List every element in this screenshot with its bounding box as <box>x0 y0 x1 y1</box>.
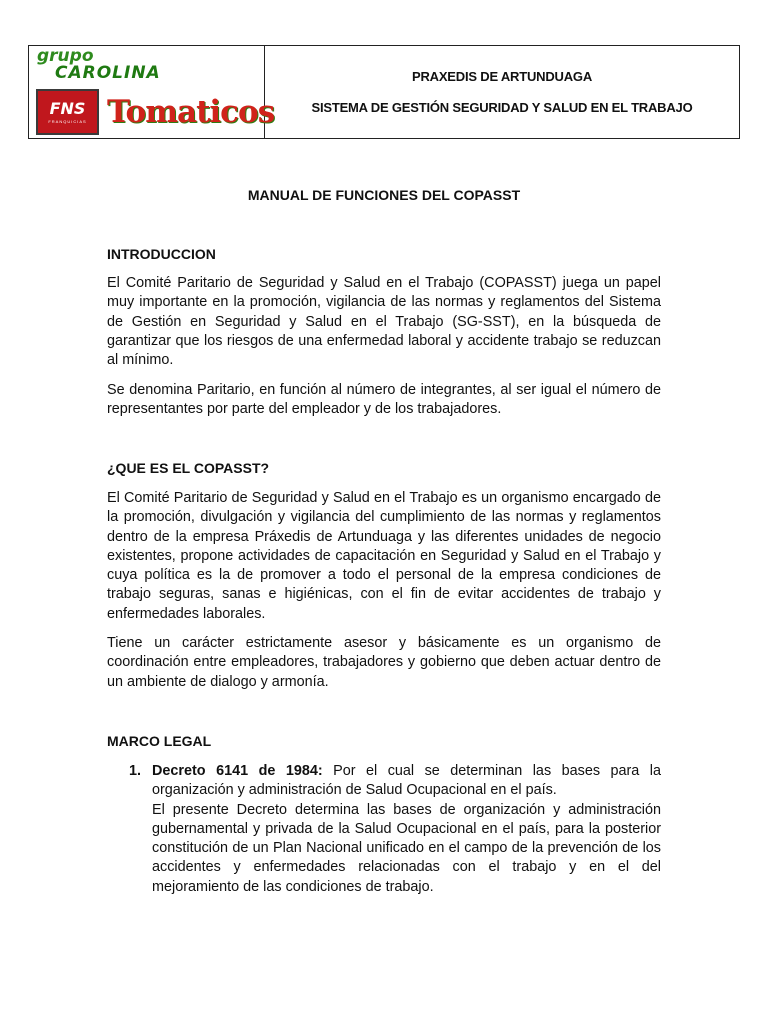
logo-grupo-text: grupo <box>37 46 94 66</box>
system-name: SISTEMA DE GESTIÓN SEGURIDAD Y SALUD EN EL TRABAJO <box>311 100 693 115</box>
list-item-number: 1. <box>129 763 142 779</box>
section-heading-introduccion: INTRODUCCION <box>107 246 216 262</box>
logo-carolina-text: CAROLINA <box>55 63 161 83</box>
tomaticos-logo: Tomaticos <box>107 94 275 130</box>
list-item-body <box>152 762 661 897</box>
decree-title: Decreto 6141 de 1984: <box>152 763 323 779</box>
company-logos <box>29 46 275 138</box>
fns-logo-subtext: FRANQUICIAS <box>48 118 87 124</box>
fns-logo-text: FNS <box>49 98 86 118</box>
decree-detail: El presente Decreto determina las bases de organización y administración gubernamental y privada de la Salud Ocupacional en el país, para la posterior constitución de un Plan Nacional unificado en el campo de la prevención de los accidentes y enfermedades relacionadas con el trabajo y en el del mejoramiento de las condiciones de trabajo. <box>152 801 661 895</box>
paragraph: Se denomina Paritario, en función al número de integrantes, al ser igual el número de representantes por parte del empleador y de los trabajadores. <box>107 382 661 418</box>
paragraph: El Comité Paritario de Seguridad y Salud en el Trabajo es un organismo encargado de la promoción, divulgación y vigilancia del cumplimiento de las normas y reglamentos dentro de la empresa Práxedis de Artunduaga y las diferentes unidades de negocio existentes, propone actividades de capacitación en Seguridad y Salud en el Trabajo y cuya política es la de promover a todo el personal de la empresa condiciones de trabajo seguras, sanas e higiénicas, con el fin de evitar accidentes de trabajo y enfermedades laborales. <box>107 490 661 622</box>
document-header <box>28 45 740 139</box>
header-titles <box>265 46 739 138</box>
decree-summary: Por el cual se determinan las bases para la organización y administración de Salud Ocupacional en el país. <box>152 763 661 799</box>
section-heading-marco-legal: MARCO LEGAL <box>107 733 212 749</box>
fns-logo <box>36 89 99 135</box>
document-title: MANUAL DE FUNCIONES DEL COPASST <box>247 187 521 203</box>
paragraph: Tiene un carácter estrictamente asesor y básicamente es un organismo de coordinación entre empleadores, trabajadores y gobierno que deben actuar dentro de un ambiente de dialogo y armonía. <box>107 635 661 690</box>
section-heading-que-es: ¿QUE ES EL COPASST? <box>107 460 270 476</box>
paragraph: El Comité Paritario de Seguridad y Salud en el Trabajo (COPASST) juega un papel muy importante en la promoción, vigilancia de las normas y reglamentos del Sistema de Gestión en Seguridad y Salud en el Trabajo (SG-SST), en la búsqueda de garantizar que los riesgos de una enfermedad laboral y accidente trabajo se reduzcan al mínimo. <box>107 275 661 369</box>
company-name: PRAXEDIS DE ARTUNDUAGA <box>411 69 593 84</box>
